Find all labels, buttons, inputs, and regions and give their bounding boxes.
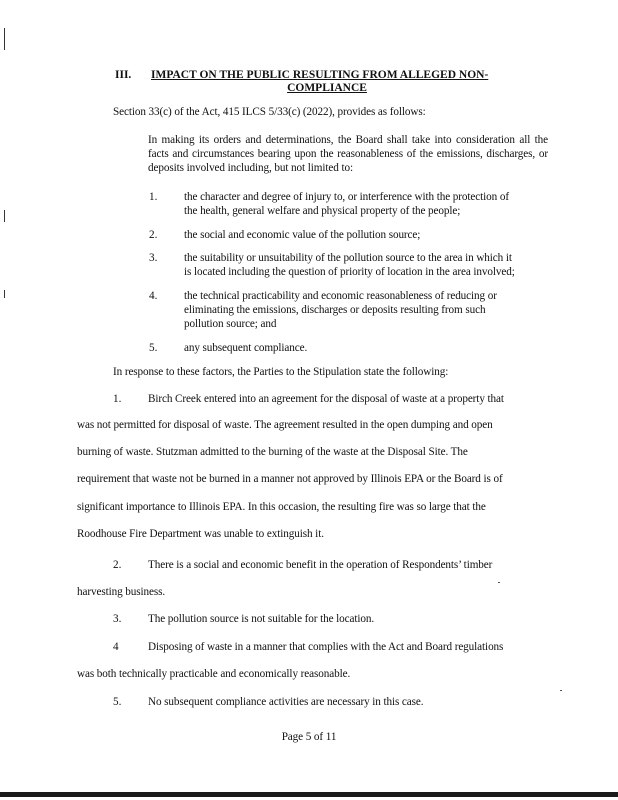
section-numeral: III. bbox=[115, 69, 132, 81]
response-number: 4 bbox=[113, 641, 119, 653]
scan-artifact bbox=[4, 210, 5, 222]
response-line: Roodhouse Fire Department was unable to extinguish it. bbox=[77, 528, 324, 540]
quote-item-line: the health, general welfare and physical property of the people; bbox=[184, 205, 461, 217]
response-number: 5. bbox=[113, 696, 122, 708]
response-first-line: Disposing of waste in a manner that complies with the Act and Board regulations bbox=[148, 641, 504, 653]
response-line: significant importance to Illinois EPA. In this occasion, the resulting fire was so large that the bbox=[77, 501, 486, 513]
quote-item-line: is located including the question of priority of location in the area involved; bbox=[184, 266, 515, 278]
quote-item-line: any subsequent compliance. bbox=[184, 342, 308, 354]
scan-artifact bbox=[4, 290, 5, 298]
response-line: was both technically practicable and economically reasonable. bbox=[77, 668, 351, 680]
scan-speck bbox=[560, 690, 562, 691]
quote-item-line: the suitability or unsuitability of the pollution source to the area in which it bbox=[184, 252, 512, 264]
quote-item-number: 4. bbox=[149, 290, 158, 302]
quote-item-line: the social and economic value of the pollution source; bbox=[184, 229, 421, 241]
quote-item-number: 2. bbox=[149, 229, 158, 241]
section-title-line1: IMPACT ON THE PUBLIC RESULTING FROM ALLEGED NON- bbox=[151, 69, 489, 81]
section-title-line2-text: COMPLIANCE bbox=[287, 82, 367, 94]
page-number: Page 5 of 11 bbox=[281, 731, 337, 743]
quote-item-number: 3. bbox=[149, 252, 158, 264]
response-intro: In response to these factors, the Parties to the Stipulation state the following: bbox=[113, 366, 449, 378]
quote-item-number: 5. bbox=[149, 342, 158, 354]
quote-item-line: eliminating the emissions, discharges or deposits resulting from such bbox=[184, 304, 486, 316]
response-line: was not permitted for disposal of waste. The agreement resulted in the open dumping and open bbox=[77, 419, 493, 431]
scan-edge-bar bbox=[0, 792, 618, 797]
quote-paragraph: In making its orders and determinations, the Board shall take into consideration all the facts and circumstances bearing upon the reasonableness of the emissions, discharges, or deposits involved including, but not limited to: bbox=[148, 134, 548, 174]
response-first-line: The pollution source is not suitable for the location. bbox=[148, 613, 375, 625]
intro-paragraph: Section 33(c) of the Act, 415 ILCS 5/33(c) (2022), provides as follows: bbox=[113, 106, 426, 118]
response-line: requirement that waste not be burned in a manner not approved by Illinois EPA or the Board is of bbox=[77, 473, 503, 485]
quote-item-line: pollution source; and bbox=[184, 318, 277, 330]
quote-item-number: 1. bbox=[149, 191, 158, 203]
response-number: 3. bbox=[113, 613, 122, 625]
section-title-line2 bbox=[0, 81, 618, 95]
response-first-line: There is a social and economic benefit in the operation of Respondents’ timber bbox=[148, 559, 493, 571]
response-line: burning of waste. Stutzman admitted to the burning of the waste at the Disposal Site. The bbox=[77, 446, 468, 458]
scan-speck bbox=[498, 582, 500, 583]
response-number: 2. bbox=[113, 559, 122, 571]
quote-item-line: the character and degree of injury to, or interference with the protection of bbox=[184, 191, 509, 203]
response-first-line: Birch Creek entered into an agreement for the disposal of waste at a property that bbox=[148, 393, 504, 405]
response-first-line: No subsequent compliance activities are necessary in this case. bbox=[148, 696, 424, 708]
quote-item-line: the technical practicability and economic reasonableness of reducing or bbox=[184, 290, 497, 302]
scan-artifact bbox=[4, 28, 5, 50]
response-line: harvesting business. bbox=[77, 586, 166, 598]
response-number: 1. bbox=[113, 393, 122, 405]
